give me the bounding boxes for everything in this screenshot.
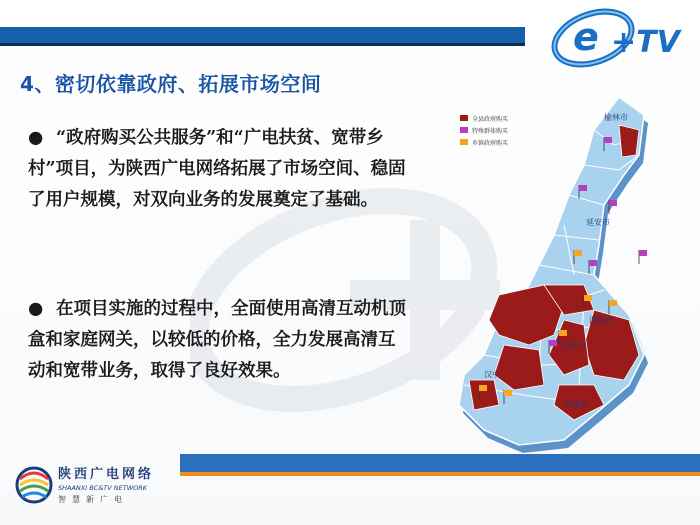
map-legend (460, 112, 508, 148)
top-accent-bar-shadow (0, 43, 525, 46)
bottom-orange-bar (180, 472, 700, 476)
bullet-1: ● (28, 128, 44, 148)
legend-label-2: 特殊群体购买 (472, 127, 509, 135)
etv-logo-text: +TV (611, 25, 680, 60)
city-hanzhong: 汉中 (484, 370, 500, 379)
bottom-accent-bar (180, 454, 700, 472)
legend-swatch-3 (460, 139, 468, 145)
city-ankang: 安康市 (564, 400, 588, 409)
city-xian: 西安市 (562, 341, 586, 350)
legend-label-3: 乡镇政府购买 (472, 139, 509, 147)
top-accent-bar (0, 27, 525, 43)
city-weinan: 渭南市 (589, 316, 613, 325)
slide-title: 4、密切依靠政府、拓展市场空间 (20, 72, 322, 96)
bullet-2: ● (28, 299, 44, 319)
legend-label-1: 全县政府购买 (472, 115, 509, 123)
city-yulin: 榆林市 (604, 113, 628, 122)
etv-logo (545, 6, 685, 68)
legend-item-2 (460, 124, 508, 136)
city-yanan: 延安市 (586, 218, 610, 227)
brand-slogan: 智慧新广电 (58, 495, 128, 504)
paragraph-1-text: “政府购买公共服务”和“广电扶贫、宽带乡村”项目，为陕西广电网络拓展了市场空间、稳固了用户规模，对双向业务的发展奠定了基础。 (28, 128, 406, 210)
legend-swatch-2 (460, 127, 468, 133)
legend-item-1 (460, 112, 508, 124)
paragraph-2-text: 在项目实施的过程中，全面使用高清互动机顶盒和家庭网关，以较低的价格，全力发展高清互动和宽带业务，取得了良好效果。 (28, 299, 406, 381)
brand-name: 陕西广电网络 (58, 467, 155, 482)
paragraph-2 (28, 294, 410, 387)
svg-text:e: e (573, 15, 599, 59)
brand-name-en: SHAANXI BC&TV NETWORK (58, 484, 148, 492)
paragraph-1 (28, 123, 410, 216)
legend-item-3 (460, 136, 508, 148)
legend-swatch-1 (460, 115, 468, 121)
